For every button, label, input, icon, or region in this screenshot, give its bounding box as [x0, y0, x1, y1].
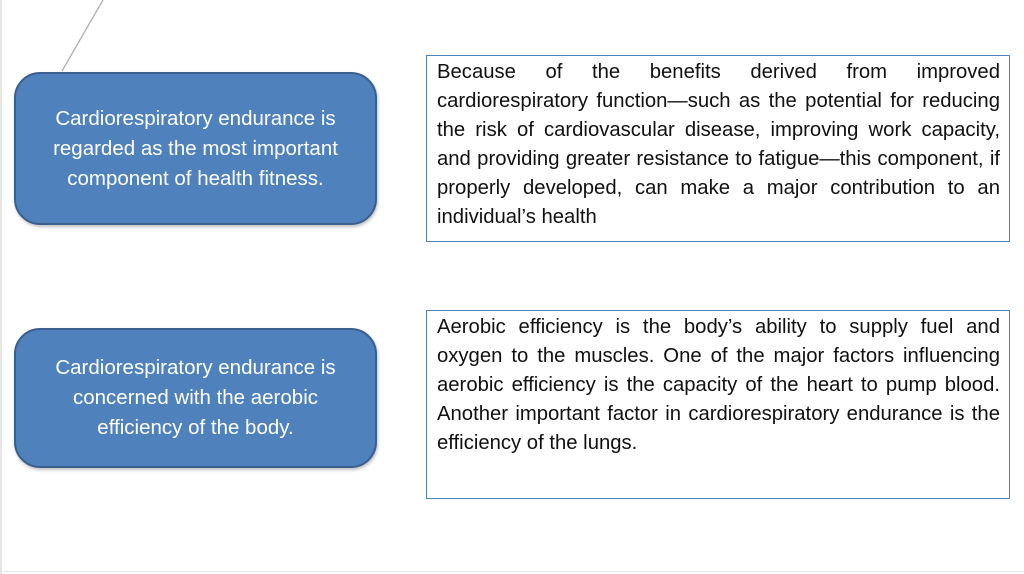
summary-text-2: Cardiorespiratory endurance is concerned with the aerobic efficiency of the body.	[55, 356, 336, 439]
detail-box-1	[426, 55, 1010, 242]
detail-box-2	[426, 310, 1010, 499]
summary-box-2	[14, 328, 377, 468]
detail-text-2: Aerobic efficiency is the body’s ability to supply fuel and oxygen to the muscles. One of the major factors influencing aerobic efficiency is the capacity of the heart to pump blood. Another important factor in cardiorespiratory endurance is the efficiency of the lungs.	[437, 316, 1000, 454]
detail-text-1: Because of the benefits derived from improved cardiorespiratory function—such as the potential for reducing the risk of cardiovascular disease, improving work capacity, and providing greater resistance to fatigue—this component, if properly developed, can make a major contribution to an individual’s health	[437, 61, 1000, 228]
slide-bottom-edge	[0, 571, 1024, 572]
connector-line	[0, 0, 120, 80]
summary-box-1	[14, 72, 377, 225]
slide-left-edge	[0, 0, 2, 574]
summary-text-1: Cardiorespiratory endurance is regarded as the most important component of health fitness.	[53, 106, 338, 190]
